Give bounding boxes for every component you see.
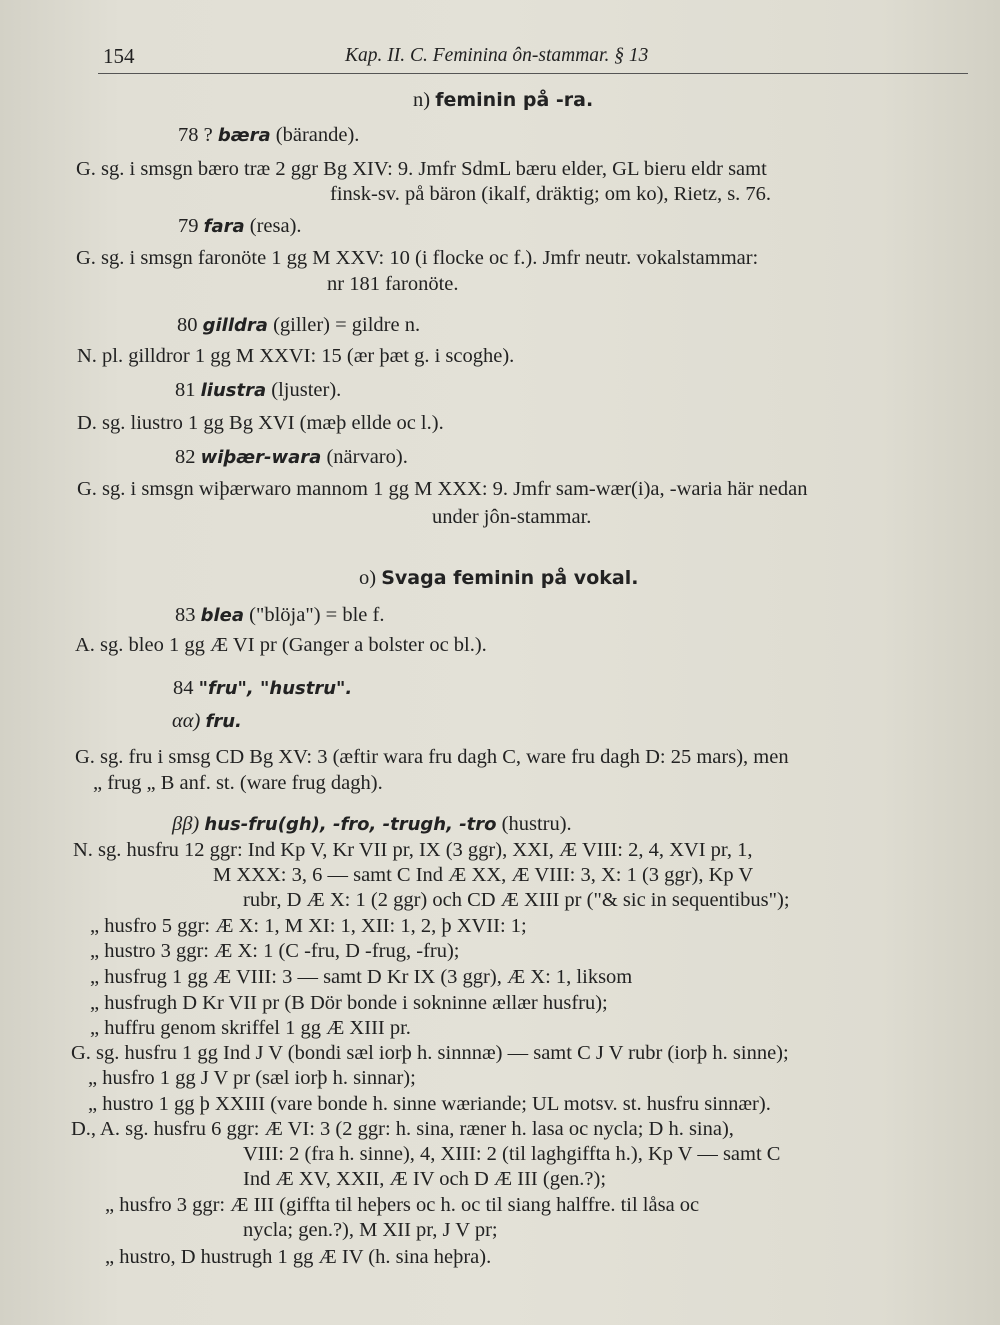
entry-line: G. sg. i smsgn bæro træ 2 ggr Bg XIV: 9. Jmfr SdmL bæru elder, GL bieru eldr samt — [76, 158, 767, 180]
entry-line: N. pl. gilldror 1 gg M XXVI: 15 (ær þæt g. i scoghe). — [77, 345, 515, 367]
entry-line: D., A. sg. husfru 6 ggr: Æ VI: 3 (2 ggr: h. sina, ræner h. lasa oc nycla; D h. sina), — [71, 1118, 734, 1140]
entry-line: „ husfro 1 gg J V pr (sæl iorþ h. sinnar); — [88, 1067, 416, 1089]
entry-line: „ husfro 5 ggr: Æ X: 1, M XI: 1, XII: 1, 2, þ XVII: 1; — [90, 915, 527, 937]
entry-number: 82 — [175, 446, 196, 468]
subentry-heading-bb — [172, 812, 572, 837]
section-heading-o — [359, 566, 638, 590]
entry-line: G. sg. husfru 1 gg Ind J V (bondi sæl iorþ h. sinnnæ) — samt C J V rubr (iorþ h. sinne); — [71, 1042, 789, 1064]
entry-word: bæra — [217, 125, 271, 146]
entry-gloss: (giller) = gildre n. — [273, 314, 421, 336]
entry-number: 79 — [178, 215, 199, 237]
entry-word: fara — [203, 216, 245, 237]
entry-number: 81 — [175, 379, 196, 401]
entry-line: A. sg. bleo 1 gg Æ VI pr (Ganger a bolster oc bl.). — [75, 634, 487, 656]
entry-headword-78 — [178, 123, 359, 148]
entry-line: „ hustro, D hustrugh 1 gg Æ IV (h. sina heþra). — [105, 1246, 492, 1268]
entry-line: „ frug „ B anf. st. (ware frug dagh). — [93, 772, 383, 794]
entry-line: „ huffru genom skriffel 1 gg Æ XIII pr. — [90, 1017, 411, 1039]
entry-word: liustra — [200, 380, 267, 401]
entry-line: N. sg. husfru 12 ggr: Ind Kp V, Kr VII pr, IX (3 ggr), XXI, Æ VIII: 2, 4, XVI pr, 1, — [73, 839, 753, 861]
entry-headword-79 — [178, 214, 302, 239]
subentry-gloss: (hustru). — [501, 813, 572, 835]
section-title: feminin på -ra. — [435, 89, 594, 111]
entry-word: gilldra — [202, 315, 268, 336]
entry-headword-81 — [175, 378, 341, 403]
entry-number: 84 — [173, 677, 194, 699]
entry-line: M XXX: 3, 6 — samt C Ind Æ XX, Æ VIII: 3, X: 1 (3 ggr), Kp V — [213, 864, 754, 886]
subentry-label: ββ) — [172, 813, 200, 835]
subentry-word: hus-fru(gh), -fro, -trugh, -tro — [204, 814, 497, 835]
entry-number: 83 — [175, 604, 196, 626]
entry-word: "fru", "hustru". — [198, 678, 353, 699]
entry-headword-84 — [173, 676, 352, 701]
entry-line: „ husfrugh D Kr VII pr (B Dör bonde i sokninne ællær husfru); — [90, 992, 608, 1014]
entry-headword-82 — [175, 445, 408, 470]
subentry-label: αα) — [172, 710, 201, 732]
section-title: Svaga feminin på vokal. — [381, 567, 639, 589]
section-heading-n — [413, 88, 593, 112]
running-title: Kap. II. C. Feminina ôn-stammar. § 13 — [345, 45, 649, 66]
entry-headword-83 — [175, 603, 384, 628]
entry-line: „ hustro 1 gg þ XXIII (vare bonde h. sinne wæriande; UL motsv. st. husfru sinnær). — [88, 1093, 771, 1115]
entry-word: wiþær-wara — [200, 447, 322, 468]
entry-line: „ husfro 3 ggr: Æ III (giffta til heþers oc h. oc til siang halffre. til låsa oc — [105, 1194, 700, 1216]
header-rule — [98, 73, 968, 74]
entry-gloss: ("blöja") = ble f. — [249, 604, 385, 626]
entry-gloss: (ljuster). — [271, 379, 342, 401]
entry-line: D. sg. liustro 1 gg Bg XVI (mæþ ellde oc l.). — [77, 412, 444, 434]
entry-headword-80 — [177, 313, 420, 338]
entry-line: rubr, D Æ X: 1 (2 ggr) och CD Æ XIII pr ("& sic in sequentibus"); — [243, 889, 790, 911]
entry-line: G. sg. i smsgn wiþærwaro mannom 1 gg M XXX: 9. Jmfr sam-wær(i)a, -waria här nedan — [77, 478, 808, 500]
entry-line: VIII: 2 (fra h. sinne), 4, XIII: 2 (til laghgiffta h.), Kp V — samt C — [243, 1143, 781, 1165]
entry-line: „ hustro 3 ggr: Æ X: 1 (C -fru, D -frug, -fru); — [90, 940, 460, 962]
entry-line: finsk-sv. på bäron (ikalf, dräktig; om ko), Rietz, s. 76. — [330, 183, 772, 205]
entry-word: blea — [200, 605, 245, 626]
section-label: o) — [359, 567, 377, 589]
entry-gloss: (närvaro). — [326, 446, 408, 468]
entry-line: Ind Æ XV, XXII, Æ IV och D Æ III (gen.?); — [243, 1168, 607, 1190]
entry-line: „ husfrug 1 gg Æ VIII: 3 — samt D Kr IX (3 ggr), Æ X: 1, liksom — [90, 966, 633, 988]
section-label: n) — [413, 89, 431, 111]
entry-number: 80 — [177, 314, 198, 336]
subentry-word: fru. — [205, 711, 242, 732]
entry-number: 78 ? — [178, 124, 213, 146]
entry-gloss: (resa). — [249, 215, 302, 237]
entry-line: nr 181 faronöte. — [327, 273, 459, 295]
subentry-heading-aa — [172, 709, 242, 734]
page-number: 154 — [103, 44, 135, 68]
entry-line: under jôn-stammar. — [432, 506, 592, 528]
entry-line: G. sg. fru i smsg CD Bg XV: 3 (æftir wara fru dagh C, ware fru dagh D: 25 mars), men — [75, 746, 789, 768]
entry-line: G. sg. i smsgn faronöte 1 gg M XXV: 10 (i flocke oc f.). Jmfr neutr. vokalstammar: — [76, 247, 759, 269]
entry-line: nycla; gen.?), M XII pr, J V pr; — [243, 1219, 498, 1241]
entry-gloss: (bärande). — [275, 124, 360, 146]
